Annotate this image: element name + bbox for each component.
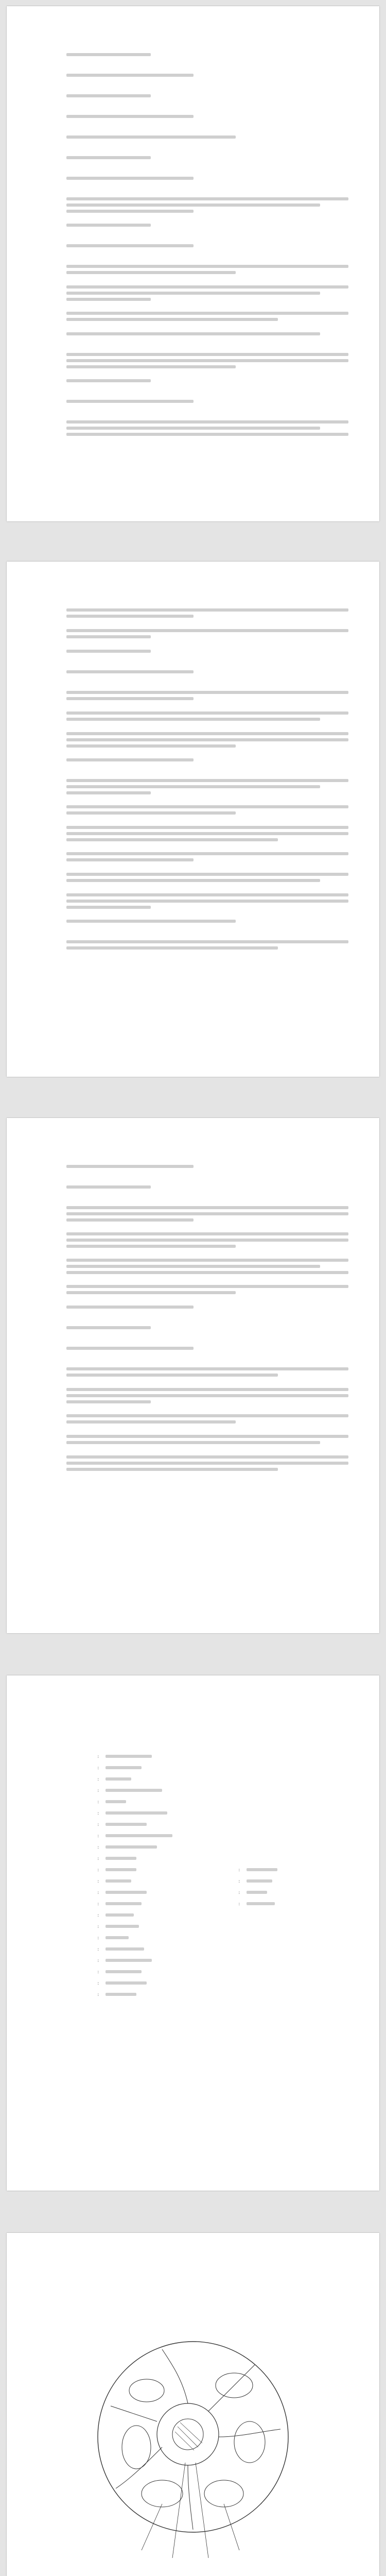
paragraph: [38, 870, 348, 886]
paragraph: [38, 262, 348, 278]
list-item: :: [66, 1932, 207, 1943]
document-page-3: [7, 1118, 379, 1633]
list-item: :: [66, 1966, 348, 1977]
list-item: :: [66, 1762, 348, 1773]
paragraph: [38, 1256, 348, 1277]
section-title: [38, 1720, 348, 1729]
paragraph: [38, 917, 348, 933]
figure-outer-circle: [98, 2342, 288, 2532]
paragraph: [38, 730, 348, 751]
paragraph: [38, 1303, 348, 1318]
figure: [85, 2308, 301, 2576]
document-page-2: [7, 562, 379, 1077]
paragraph: [38, 647, 348, 663]
paragraph: [38, 1453, 348, 1474]
list-item: :: [66, 1875, 207, 1887]
list-item: :: [66, 1955, 348, 1966]
page-header: [38, 1698, 348, 1706]
paragraph: [38, 92, 348, 107]
paragraph: [38, 1432, 348, 1448]
page-footer: [7, 503, 379, 510]
list-item: :: [66, 1853, 348, 1864]
figure-lobe: [204, 2480, 243, 2507]
paragraph: [38, 350, 348, 371]
list-item: :: [66, 1751, 348, 1762]
page-header: [38, 584, 348, 592]
list-item: :: [66, 1819, 348, 1830]
list-item: :: [66, 1773, 348, 1785]
figure-inner-circle: [157, 2403, 219, 2465]
paragraph: [38, 309, 348, 325]
list-item: :: [66, 1830, 348, 1841]
paragraph: [38, 1183, 348, 1198]
paragraph: [38, 195, 348, 216]
subsection-title: [38, 1735, 348, 1744]
figure-branch: [111, 2406, 157, 2421]
figure-leader-line: [224, 2504, 239, 2550]
reference-sign-list: [66, 1751, 348, 2000]
paragraph: [38, 1204, 348, 1225]
paragraph: [38, 709, 348, 724]
list-item: :: [207, 1875, 348, 1887]
list-item: :: [66, 1887, 207, 1898]
paragraph: [38, 626, 348, 642]
list-item: :: [66, 1909, 207, 1921]
list-item: :: [66, 1898, 207, 1909]
list-item: :: [66, 1796, 348, 1807]
paragraph: [38, 803, 348, 818]
list-item: :: [66, 1989, 348, 2000]
paragraph: [38, 330, 348, 345]
paragraph: [38, 1365, 348, 1380]
page-footer: [7, 1058, 379, 1065]
figure-leader-line: [196, 2463, 208, 2558]
figure-branch: [219, 2429, 280, 2437]
document-page-4: [7, 1675, 379, 2191]
list-item: :: [66, 1921, 207, 1932]
figure-branch: [208, 2365, 255, 2411]
paragraph: [38, 221, 348, 236]
page-header: [38, 2256, 348, 2264]
paragraph: [38, 1412, 348, 1427]
list-item: :: [66, 1977, 348, 1989]
paragraph: [38, 1162, 348, 1178]
paragraph: [38, 776, 348, 798]
figure-hatch: [175, 2432, 194, 2450]
list-item: :: [66, 1943, 207, 1955]
list-item: :: [66, 1841, 348, 1853]
paragraph: [38, 1282, 348, 1298]
figure-branch: [188, 2465, 193, 2530]
paragraph: [38, 1324, 348, 1339]
paragraph: [38, 133, 348, 148]
paragraph: [38, 606, 348, 621]
document-page-1: [7, 6, 379, 521]
subsection-title: [38, 2293, 348, 2302]
figure-lobe: [129, 2379, 164, 2402]
list-item: :: [66, 1785, 348, 1796]
paragraph: [38, 823, 348, 844]
paragraph: [38, 1344, 348, 1360]
paragraph: [38, 891, 348, 912]
paragraph: [38, 1230, 348, 1251]
page-footer: [7, 2172, 379, 2179]
figure-core-circle: [172, 2419, 203, 2450]
section-title: [38, 2277, 348, 2286]
figure-branch: [162, 2349, 188, 2403]
paragraph: [38, 50, 348, 66]
page-header: [38, 29, 348, 37]
paragraph: [38, 756, 348, 771]
paragraph: [38, 377, 348, 392]
reference-sign-two-column: [66, 1864, 348, 1955]
paragraph: [38, 71, 348, 87]
paragraph: [38, 418, 348, 439]
paragraph: [38, 242, 348, 257]
list-item: :: [207, 1898, 348, 1909]
figure-lobe: [234, 2421, 265, 2463]
list-item: :: [66, 1807, 348, 1819]
paragraph: [38, 668, 348, 683]
paragraph: [38, 938, 348, 953]
paragraph: [38, 850, 348, 865]
paragraph: [38, 283, 348, 304]
list-item: :: [207, 1864, 348, 1875]
paragraph: [38, 174, 348, 190]
figure-leader-line: [172, 2463, 185, 2558]
figure-lobe: [142, 2480, 183, 2507]
figure-drawing: [85, 2308, 301, 2576]
figure-leader-line: [142, 2504, 162, 2550]
paragraph: [38, 1385, 348, 1406]
paragraph: [38, 154, 348, 169]
document-page-5: [7, 2233, 379, 2576]
paragraph: [38, 397, 348, 413]
page-header: [38, 1141, 348, 1149]
paragraph: [38, 112, 348, 128]
list-item: :: [207, 1887, 348, 1898]
paragraph: [38, 688, 348, 704]
page-footer: [7, 1615, 379, 1622]
list-item: :: [66, 1864, 207, 1875]
